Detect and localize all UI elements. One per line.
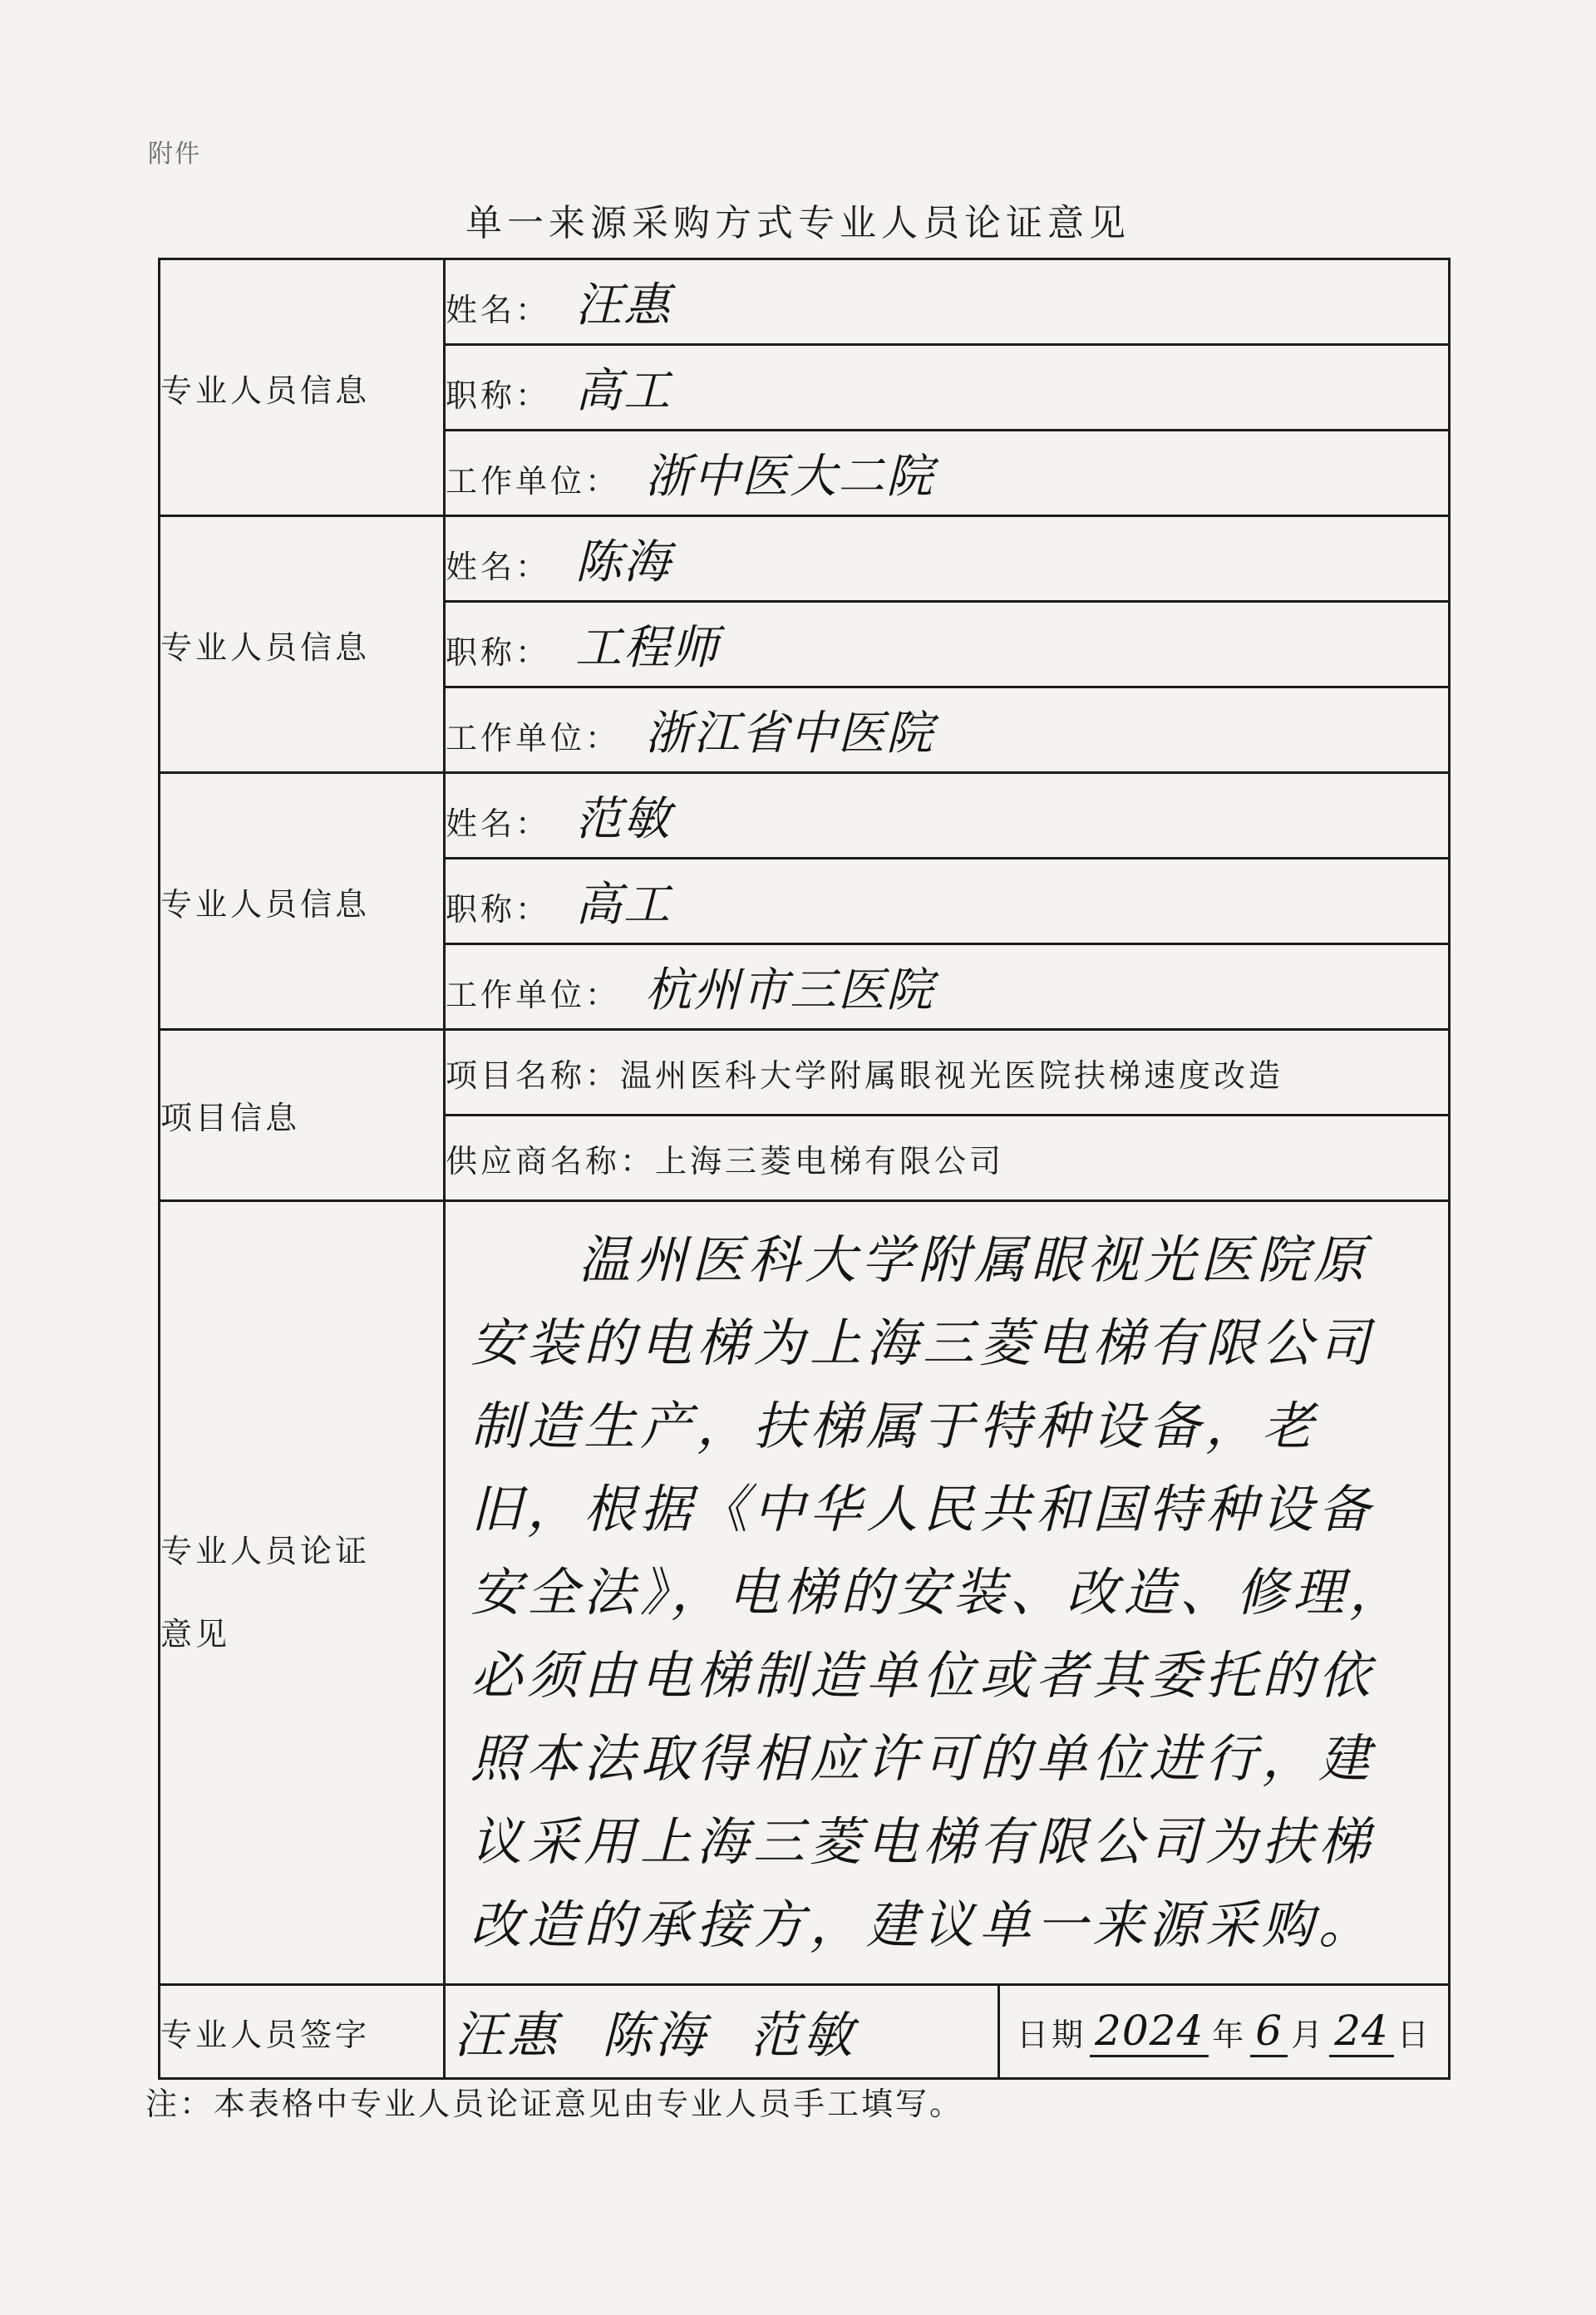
document-title: 单一来源采购方式专业人员论证意见	[466, 202, 1130, 244]
name-label: 姓名：	[446, 292, 551, 328]
opinion-field[interactable]	[445, 1201, 1450, 1985]
date-field[interactable]	[999, 1985, 1450, 2079]
signature-label: 专业人员签字	[160, 1985, 445, 2079]
title-label: 职称：	[446, 377, 551, 414]
date-label: 日期	[1017, 2016, 1087, 2053]
name-label: 姓名：	[446, 805, 551, 842]
expert-2-name-field[interactable]	[445, 516, 1450, 602]
supplier-name-value: 上海三菱电梯有限公司	[655, 1142, 1005, 1180]
opinion-label-line-1: 专业人员论证	[160, 1533, 371, 1569]
employer-label: 工作单位：	[446, 463, 621, 500]
supplier-name-field	[445, 1116, 1450, 1201]
date-day: 24	[1329, 2007, 1394, 2057]
expert-1-name-field[interactable]	[445, 259, 1450, 345]
expert-2-title-value: 工程师	[575, 621, 721, 675]
project-name-field	[445, 1030, 1450, 1116]
signature-row	[160, 1985, 1450, 2079]
expert-2-name-row	[160, 516, 1450, 602]
opinion-row	[160, 1201, 1450, 1985]
employer-label: 工作单位：	[446, 720, 621, 756]
expert-1-name-row	[160, 259, 1450, 345]
expert-3-name-row	[160, 773, 1450, 859]
expert-3-title-field[interactable]	[445, 859, 1450, 944]
date-day-unit: 日	[1396, 2016, 1432, 2053]
expert-opinion-form	[158, 258, 1451, 2080]
signature-2: 陈海	[602, 2007, 708, 2065]
project-name-row	[160, 1030, 1450, 1116]
expert-1-section-label: 专业人员信息	[160, 259, 445, 516]
attachment-label: 附件	[148, 140, 201, 169]
expert-1-title-value: 高工	[575, 364, 672, 418]
project-name-label: 项目名称：	[446, 1057, 621, 1094]
date-month-unit: 月	[1291, 2016, 1327, 2053]
expert-2-section-label: 专业人员信息	[160, 516, 445, 773]
expert-2-employer-field[interactable]	[445, 687, 1450, 773]
expert-1-employer-value: 浙中医大二院	[645, 450, 935, 504]
footnote: 注：本表格中专业人员论证意见由专业人员手工填写。	[145, 2086, 964, 2122]
signature-3: 范敏	[750, 2007, 856, 2065]
expert-2-title-field[interactable]	[445, 602, 1450, 687]
opinion-label-line-2: 意见	[160, 1616, 231, 1653]
expert-3-title-value: 高工	[575, 878, 672, 932]
opinion-handwritten-text: 温州医科大学附属眼视光医院原安装的电梯为上海三菱电梯有限公司制造生产，扶梯属于特种设备，老旧，根据《中华人民共和国特种设备安全法》，电梯的安装、改造、修理，必须由电梯制造单位或者其委托的依照本法取得相应许可的单位进行，建议采用上海三菱电梯有限公司为扶梯改造的承接方，建议单一来源采购。	[470, 1229, 1406, 1955]
expert-1-title-field[interactable]	[445, 345, 1450, 431]
signature-1: 汪惠	[454, 2007, 560, 2065]
date-year-unit: 年	[1212, 2016, 1248, 2053]
opinion-section-label	[160, 1201, 445, 1985]
name-label: 姓名：	[446, 549, 551, 585]
title-label: 职称：	[446, 634, 551, 671]
date-year: 2024	[1090, 2007, 1209, 2057]
expert-2-employer-value: 浙江省中医院	[645, 707, 935, 761]
date-month: 6	[1250, 2007, 1288, 2057]
expert-3-employer-field[interactable]	[445, 944, 1450, 1030]
project-name-value: 温州医科大学附属眼视光医院扶梯速度改造	[620, 1057, 1284, 1094]
expert-3-name-value: 范敏	[575, 792, 672, 846]
expert-1-employer-field[interactable]	[445, 431, 1450, 516]
employer-label: 工作单位：	[446, 977, 621, 1013]
project-section-label: 项目信息	[160, 1030, 445, 1201]
expert-3-section-label: 专业人员信息	[160, 773, 445, 1030]
title-label: 职称：	[446, 891, 551, 928]
expert-3-employer-value: 杭州市三医院	[645, 963, 935, 1017]
expert-2-name-value: 陈海	[575, 535, 672, 589]
expert-3-name-field[interactable]	[445, 773, 1450, 859]
signature-field[interactable]	[445, 1985, 999, 2079]
supplier-name-label: 供应商名称：	[446, 1142, 656, 1180]
expert-1-name-value: 汪惠	[575, 278, 672, 332]
